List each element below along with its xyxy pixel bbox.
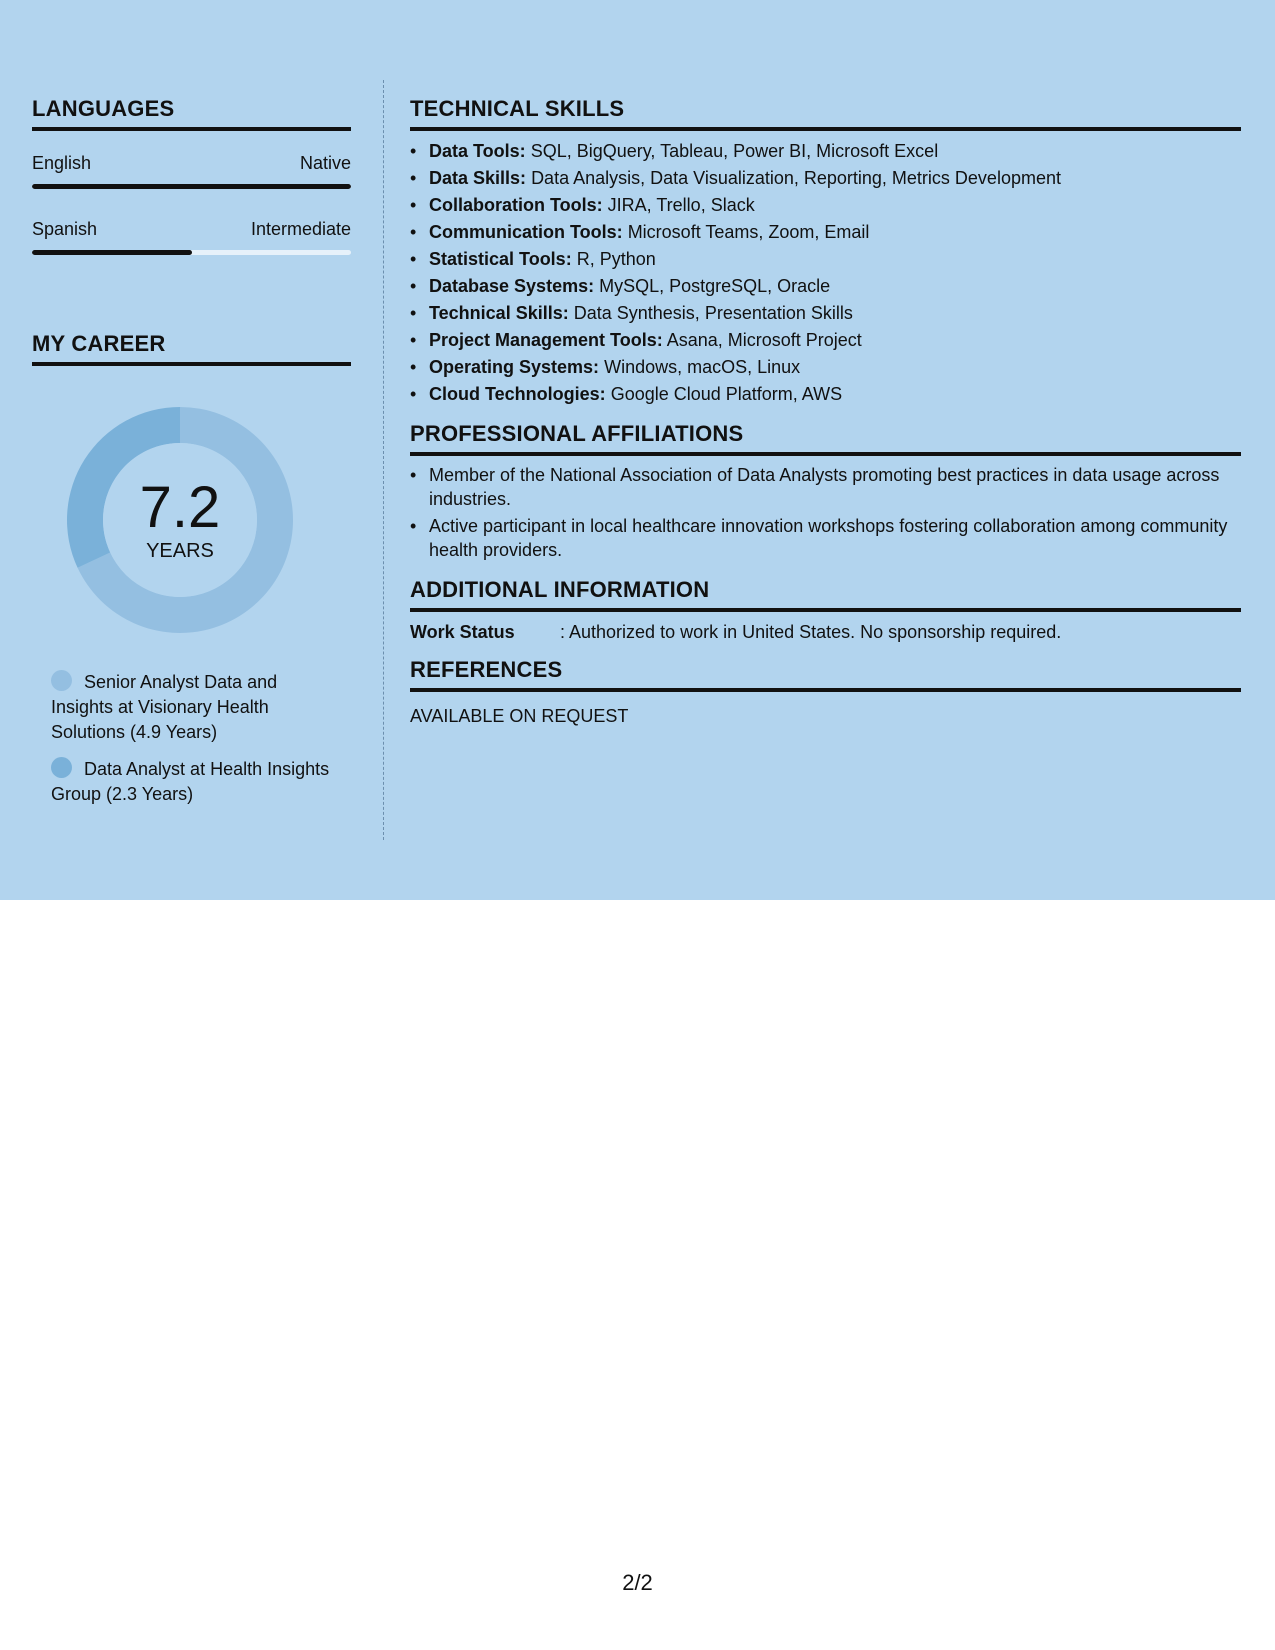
language-proficiency-bar: [32, 250, 351, 255]
skill-value: MySQL, PostgreSQL, Oracle: [599, 276, 831, 296]
legend-label: Data Analyst at Health Insights Group (2.3 Years): [51, 759, 330, 804]
work-status-label: Work Status: [410, 622, 515, 642]
career-total-value: 7.2: [139, 475, 221, 540]
skill-label: Statistical Tools:: [429, 249, 572, 269]
column-divider: [383, 80, 384, 840]
career-heading: MY CAREER: [32, 330, 351, 366]
bullet-icon: •: [410, 330, 417, 350]
legend-dot-icon: [51, 757, 72, 778]
skill-item: [410, 300, 1241, 327]
language-name: Spanish: [32, 219, 98, 239]
skill-value: JIRA, Trello, Slack: [607, 195, 755, 215]
skill-label: Collaboration Tools:: [429, 195, 603, 215]
skill-value: Asana, Microsoft Project: [666, 330, 862, 350]
skill-value: SQL, BigQuery, Tableau, Power BI, Microsoft Excel: [530, 141, 939, 161]
language-item-spanish: [32, 218, 351, 255]
bullet-icon: •: [410, 516, 417, 536]
bullet-icon: •: [410, 465, 417, 485]
language-proficiency-fill: [32, 250, 192, 255]
skill-value: R, Python: [576, 249, 656, 269]
additional-info-heading: ADDITIONAL INFORMATION: [410, 576, 1241, 612]
bullet-icon: •: [410, 168, 417, 188]
right-column: [410, 95, 1241, 728]
skill-item: [410, 219, 1241, 246]
skill-label: Database Systems:: [429, 276, 595, 296]
affiliation-item: [410, 463, 1241, 511]
bullet-icon: •: [410, 303, 417, 323]
skill-value: Data Analysis, Data Visualization, Reporting, Metrics Development: [531, 168, 1061, 188]
skill-label: Operating Systems:: [429, 357, 600, 377]
bullet-icon: •: [410, 249, 417, 269]
affiliation-item: [410, 514, 1241, 562]
language-level: Native: [299, 153, 351, 173]
career-total-unit: YEARS: [146, 540, 214, 562]
affiliations-heading: PROFESSIONAL AFFILIATIONS: [410, 420, 1241, 456]
career-donut-chart: [65, 405, 295, 635]
left-column: [32, 95, 351, 819]
language-name: English: [32, 153, 92, 173]
work-status-row: [410, 620, 1241, 644]
skill-item: [410, 273, 1241, 300]
skill-label: Data Tools:: [429, 141, 526, 161]
affiliation-text: Active participant in local healthcare innovation workshops fostering collaboration among community health providers.: [429, 516, 1228, 560]
skill-label: Cloud Technologies:: [429, 384, 606, 404]
skill-item: [410, 192, 1241, 219]
legend-item: [51, 670, 331, 745]
skill-label: Data Skills:: [429, 168, 527, 188]
skill-value: Google Cloud Platform, AWS: [610, 384, 843, 404]
references-text: AVAILABLE ON REQUEST: [410, 706, 629, 726]
references-heading: REFERENCES: [410, 656, 1241, 692]
skill-item: [410, 138, 1241, 165]
affiliations-list: [410, 463, 1241, 562]
skill-label: Project Management Tools:: [429, 330, 663, 350]
languages-heading: LANGUAGES: [32, 95, 351, 131]
skill-item: [410, 354, 1241, 381]
technical-skills-list: [410, 138, 1241, 408]
language-proficiency-fill: [32, 184, 351, 189]
skill-label: Communication Tools:: [429, 222, 623, 242]
work-status-value: : Authorized to work in United States. No sponsorship required.: [560, 622, 1062, 642]
affiliation-text: Member of the National Association of Data Analysts promoting best practices in data usage across industries.: [429, 465, 1220, 509]
language-proficiency-bar: [32, 184, 351, 189]
bullet-icon: •: [410, 195, 417, 215]
bullet-icon: •: [410, 357, 417, 377]
skill-label: Technical Skills:: [429, 303, 569, 323]
career-legend: [51, 670, 331, 807]
page-number: 2/2: [622, 1570, 653, 1595]
skill-value: Windows, macOS, Linux: [604, 357, 801, 377]
skill-value: Data Synthesis, Presentation Skills: [573, 303, 853, 323]
legend-label: Senior Analyst Data and Insights at Visionary Health Solutions (4.9 Years): [51, 672, 278, 742]
bullet-icon: •: [410, 222, 417, 242]
bullet-icon: •: [410, 141, 417, 161]
language-level: Intermediate: [250, 219, 351, 239]
skill-value: Microsoft Teams, Zoom, Email: [627, 222, 870, 242]
legend-dot-icon: [51, 670, 72, 691]
skill-item: [410, 246, 1241, 273]
language-item-english: [32, 152, 351, 189]
technical-skills-heading: TECHNICAL SKILLS: [410, 95, 1241, 131]
skill-item: [410, 381, 1241, 408]
bullet-icon: •: [410, 276, 417, 296]
bullet-icon: •: [410, 384, 417, 404]
legend-item: [51, 757, 331, 807]
skill-item: [410, 327, 1241, 354]
skill-item: [410, 165, 1241, 192]
